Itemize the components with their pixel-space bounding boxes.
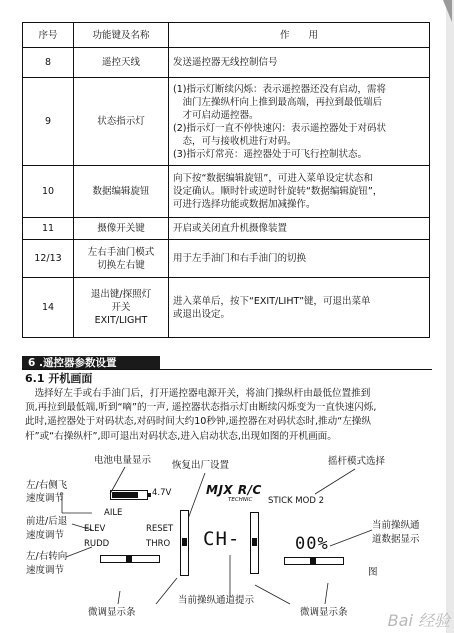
row-name-line: 摄像开关键 [97, 223, 145, 234]
section-title: 6 .遥控器参数设置 [28, 357, 117, 369]
row-name-line: EXIT/LIGHT [94, 315, 148, 326]
channel-prompt-label: 当前操纵通道提示 [178, 595, 255, 606]
row-desc-line: 可进行选择功能或数据加减操作。 [173, 199, 316, 210]
header-no: 序号 [23, 23, 74, 48]
row-name-line: 遥控天线 [101, 57, 140, 68]
elev-label: ELEV [84, 524, 106, 534]
bottom-right-trim-marker [310, 558, 316, 564]
paragraph-line: 选择好左手或右手油门后，打开遥控器电源开关，将油门操纵杆由最低位置推到 [25, 388, 371, 399]
row-name-line: 退出键/探照灯 [90, 289, 152, 300]
row-desc-line: 用于左手油门和右手油门的切换 [173, 253, 307, 264]
current-data-label-2: 道数据显示 [372, 534, 420, 545]
header-name: 功能键及名称 [74, 23, 169, 48]
battery-level-fill [112, 492, 138, 498]
battery-display-label: 电池电量显示 [94, 455, 152, 466]
channel-display: CH- [203, 528, 241, 550]
mjx-logo: MJX R/C [206, 483, 262, 497]
row-desc-line: 油门左操纵杆向上推到最高端，再拉到最低端后 [173, 96, 383, 108]
figure-mark: 图 [368, 567, 378, 578]
row-name-line: 状态指示灯 [97, 116, 145, 127]
row-desc-line: (3)指示灯常亮：遥控器处于可飞行控制状态。 [173, 148, 367, 160]
row-no: 14 [23, 278, 74, 338]
row-name-line: 数据编辑旋钮 [92, 186, 150, 197]
row-desc-line: 设定确认。顺时针或逆时针旋转“数据编辑旋钮”， [173, 186, 383, 197]
row-desc-line: 开启或关闭直升机摄像装置 [173, 223, 288, 234]
stick-mode-value: STICK MOD 2 [268, 496, 324, 506]
row-name-line: 开关 [111, 302, 131, 313]
stick-mode-label: 摇杆模式选择 [328, 456, 386, 467]
side-speed-label-2: 速度调节 [26, 493, 65, 504]
row-desc-line: (2)指示灯一直不停快速闪：表示遥控器处于对码状 [173, 122, 386, 134]
row-no: 10 [23, 166, 74, 218]
row-desc-line: 向下按“数据编辑旋钮”，可进入菜单设定状态和 [173, 173, 373, 184]
paragraph-line: 顶,再拉到最低端,听到“嘀”的一声, 遥控器状态指示灯由断续闪烁变为一直快速闪烁, [25, 402, 377, 414]
subsection-title: 6.1 开机画面 [25, 372, 93, 385]
battery-icon [110, 490, 148, 500]
trim-bar-label-right: 微调显示条 [300, 607, 348, 618]
row-desc-line: 发送遥控器无线控制信号 [173, 57, 278, 68]
row-name-line: 切换左右键 [97, 259, 145, 271]
trim-bar-label-left: 微调显示条 [88, 607, 136, 618]
percent-display: 00% [295, 534, 329, 554]
row-no: 9 [23, 78, 74, 166]
battery-terminal [148, 493, 151, 497]
battery-voltage: 4.7V [152, 488, 172, 498]
fwd-back-speed-label-2: 速度调节 [26, 530, 65, 541]
right-trim-marker [252, 538, 257, 546]
left-trim-marker [182, 538, 187, 546]
rudd-label: RUDD [84, 539, 110, 549]
aile-label: AILE [104, 508, 123, 518]
fwd-back-speed-label-1: 前进/后退 [26, 516, 68, 527]
row-desc-line: 或退出设定。 [173, 308, 231, 320]
header-function: 作 用 [169, 23, 430, 48]
bottom-left-trim-marker [126, 556, 132, 562]
row-no: 12/13 [23, 240, 74, 278]
mjx-logo-sub: TECHNIC [228, 497, 253, 503]
watermark: Bai 经验 [387, 611, 450, 630]
paragraph-line: 杆”或“右操纵杆”,即可退出对码状态,进入启动状态,出现如图的开机画面。 [25, 430, 337, 442]
side-speed-label-1: 左/右侧飞 [26, 480, 68, 491]
row-desc-line: 进入菜单后，按下“EXIT/LIHT”键，可退出菜单 [173, 295, 371, 307]
thro-label: THRO [146, 539, 171, 549]
row-no: 11 [23, 218, 74, 240]
current-data-label-1: 当前操纵通 [372, 520, 420, 531]
reset-label: RESET [146, 524, 174, 534]
turn-speed-label-1: 左/右转向 [26, 551, 68, 562]
row-desc-line: (1)指示灯断续闪烁：表示遥控器还没有启动，需将 [173, 83, 386, 95]
row-desc-line: 才可启动遥控器。 [173, 109, 259, 121]
row-desc-line: 态，可与接收机进行对码。 [173, 135, 297, 147]
turn-speed-label-2: 速度调节 [26, 565, 65, 576]
row-name-line: 左右手油门模式 [87, 246, 155, 258]
row-no: 8 [23, 48, 74, 78]
factory-reset-label: 恢复出厂设置 [172, 460, 230, 471]
paragraph-line: 此时,遥控器处于对码状态,对码时间大约10秒钟,遥控器在对码状态时,推动“左操纵 [25, 416, 371, 428]
